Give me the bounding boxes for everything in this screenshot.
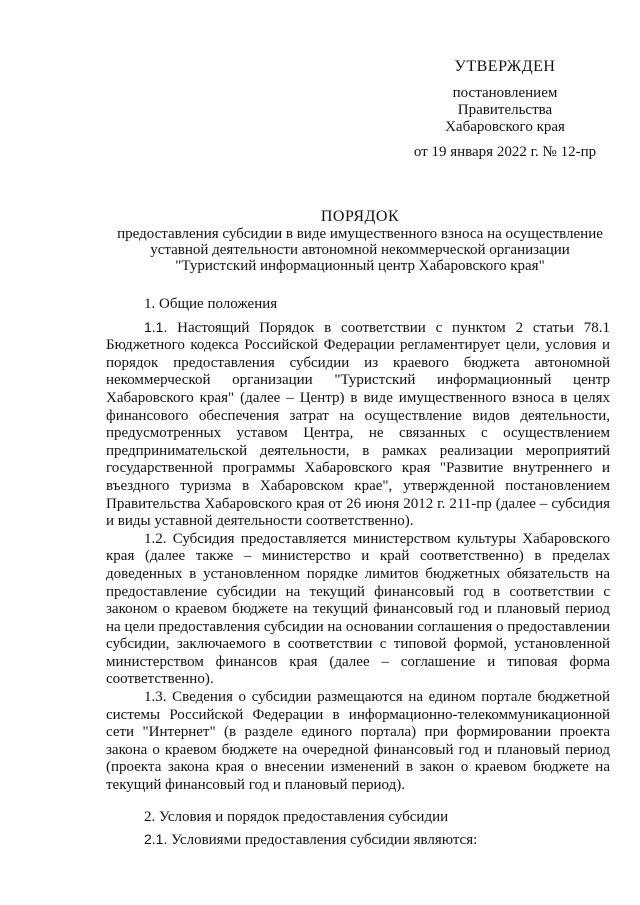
paragraph-2-1-text: Условиями предоставления субсидии являются:	[171, 832, 478, 849]
section-1-heading: 1. Общие положения	[144, 296, 278, 312]
approval-stamp	[400, 58, 610, 161]
approval-line-2: Правительства	[457, 102, 553, 118]
document-subtitle	[100, 226, 620, 274]
subtitle-line-1: предоставления субсидии в виде имущественного взноса на осуществление	[117, 226, 603, 242]
paragraph-1-1-number: 1.1.	[144, 318, 168, 335]
paragraph-2-1	[106, 831, 610, 850]
subtitle-line-2: уставной деятельности автономной некоммерческой организации	[150, 242, 570, 258]
paragraph-1-2: 1.2. Субсидия предоставляется министерством культуры Хабаровского края (далее также – министерство и край соответственно) в пределах доведенных в установленном порядке лимитов бюджетных обязательств на предоставление субсидии на текущий финансовый год в соответствии с законом о краевом бюджете на текущий финансовый год и плановый период на цели предоставления субсидии на основании соглашения о предоставлении субсидии, заключаемого в соответствии с типовой формой, установленной министерством финансов края (далее – соглашение и типовая форма соответственно).	[106, 530, 610, 688]
document-body	[106, 296, 610, 850]
approval-line-3: Хабаровского края	[445, 119, 565, 135]
paragraph-1-3: 1.3. Сведения о субсидии размещаются на едином портале бюджетной системы Российской Федерации в информационно-телекоммуникационной сети "Интернет" (в разделе единого портала) при формировании проекта закона о краевом бюджете на очередной финансовый год и плановый период (проекта закона края о внесении изменений в закон о краевом бюджете на текущий финансовый год и плановый период).	[106, 689, 610, 794]
section-2-heading: 2. Условия и порядок предоставления субсидии	[144, 808, 449, 825]
subtitle-line-3: "Туристский информационный центр Хабаровского края"	[175, 258, 545, 274]
approval-date: от 19 января 2022 г. № 12-пр	[413, 144, 597, 160]
paragraph-2-1-number: 2.1.	[144, 831, 168, 848]
paragraph-1-1	[106, 319, 610, 531]
paragraph-1-1-text: Настоящий Порядок в соответствии с пунктом 2 статьи 78.1 Бюджетного кодекса Российской Федерации регламентирует цели, условия и порядок предоставления субсидии из краевого бюджета автономной некоммерческой организации "Туристский информационный центр Хабаровского края" (далее – Центр) в виде имущественного взноса в целях финансового обеспечения затрат на осуществление видов деятельности, предусмотренных уставом Центра, не связанных с осуществлением предпринимательской деятельности, в рамках реализации мероприятий государственной программы Хабаровского края "Развитие внутреннего и въездного туризма в Хабаровском крае", утвержденной постановлением Правительства Хабаровского края от 26 июня 2012 г. 211-пр (далее – субсидия и виды уставной деятельности соответственно).	[106, 319, 611, 530]
document-title: ПОРЯДОК	[320, 208, 400, 225]
approval-heading: УТВЕРЖДЕН	[454, 58, 556, 75]
approval-line-1: постановлением	[452, 85, 558, 101]
